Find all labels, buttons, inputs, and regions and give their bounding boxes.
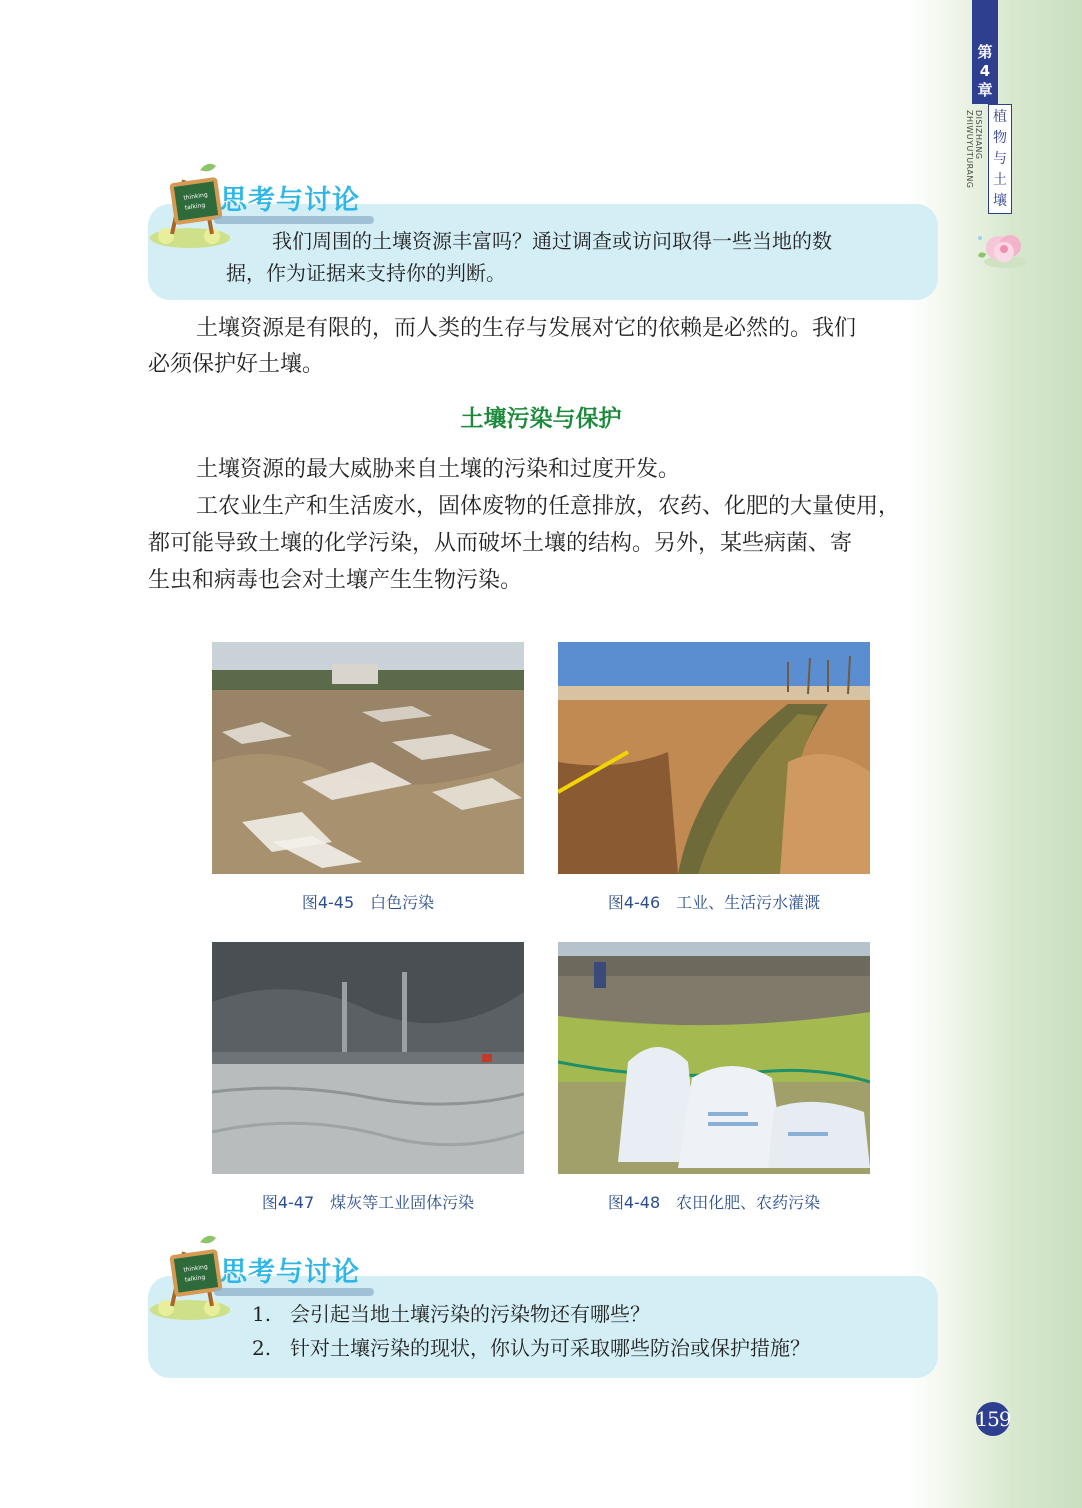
figure-fertilizer-pollution (558, 942, 870, 1174)
figure-white-pollution (212, 642, 524, 874)
discussion-1-line-1: 我们周围的土壤资源丰富吗？通过调查或访问取得一些当地的数 (272, 229, 832, 253)
paragraph-3-line-2: 都可能导致土壤的化学污染，从而破坏土壤的结构。另外，某些病菌、寄 (148, 531, 853, 556)
chapter-title: 植 物 与 土 壤 (988, 104, 1012, 214)
discussion-2-item-1-text: 会引起当地土壤污染的污染物还有哪些？ (290, 1302, 650, 1326)
discussion-1-line-2: 据，作为证据来支持你的判断。 (226, 261, 506, 285)
flower-icon (972, 224, 1036, 272)
svg-text:talking: talking (184, 1273, 206, 1284)
svg-text:thinking: thinking (183, 1263, 209, 1274)
chapter-tab: 第 4 章 (972, 0, 998, 104)
figure-caption-4: 图4-48 农田化肥、农药污染 (607, 1193, 821, 1212)
page-number: 159 (976, 1402, 1010, 1436)
paragraph-2: 土壤资源的最大威胁来自土壤的污染和过度开发。 (196, 457, 681, 482)
chapter-pinyin: DISIZHANG ZHIWUYUTURANG (965, 110, 983, 189)
discussion-2-item-2-num: 2. (252, 1336, 272, 1360)
heading-underline (214, 216, 374, 224)
svg-text:thinking: thinking (183, 191, 209, 202)
heading-underline (214, 1288, 374, 1296)
paragraph-1-line-2: 必须保护好土壤。 (148, 352, 325, 377)
paragraph-3-line-3: 生虫和病毒也会对土壤产生生物污染。 (148, 568, 523, 593)
figure-caption-2: 图4-46 工业、生活污水灌溉 (607, 893, 821, 912)
figure-caption-3: 图4-47 煤灰等工业固体污染 (261, 1193, 475, 1212)
discussion-header-1 (150, 160, 390, 230)
figure-caption-1: 图4-45 白色污染 (301, 893, 435, 912)
discussion-2-item-2-text: 针对土壤污染的现状，你认为可采取哪些防治或保护措施？ (290, 1336, 810, 1360)
figure-coal-ash (212, 942, 524, 1174)
section-title: 土壤污染与保护 (460, 406, 622, 432)
paragraph-3-line-1: 工农业生产和生活废水，固体废物的任意排放，农药、化肥的大量使用， (196, 494, 901, 519)
paragraph-1-line-1: 土壤资源是有限的，而人类的生存与发展对它的依赖是必然的。我们 (196, 316, 857, 341)
discussion-heading-2: 思考与讨论 (220, 1257, 360, 1288)
discussion-header-2 (150, 1232, 390, 1302)
discussion-2-item-1-num: 1. (252, 1302, 272, 1326)
svg-text:talking: talking (184, 201, 206, 212)
discussion-heading-1: 思考与讨论 (220, 185, 360, 216)
figure-sewage-irrigation (558, 642, 870, 874)
